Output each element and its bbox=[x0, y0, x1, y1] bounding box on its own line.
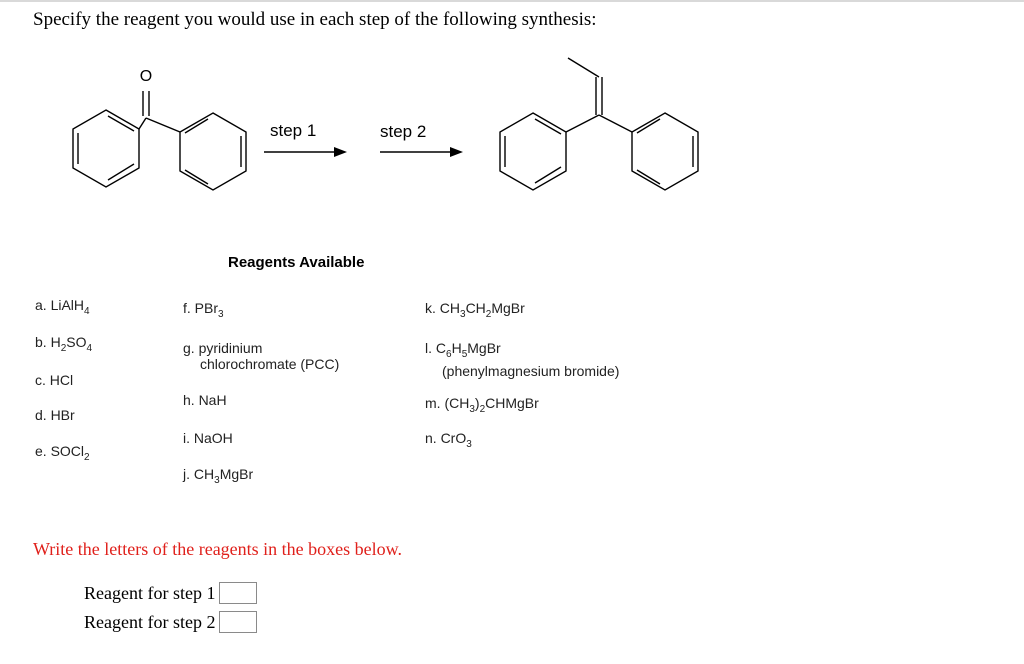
reagent-d: d. HBr bbox=[35, 407, 75, 423]
top-border bbox=[0, 0, 1024, 2]
step2-answer-input[interactable] bbox=[219, 611, 257, 633]
step2-answer-label: Reagent for step 2 bbox=[84, 611, 216, 632]
reagent-g-note: chlorochromate (PCC) bbox=[200, 356, 340, 372]
product-right-ring bbox=[632, 113, 698, 190]
reagents-title: Reagents Available bbox=[228, 254, 365, 271]
step1-answer-input[interactable] bbox=[219, 582, 257, 604]
step1-arrowhead bbox=[334, 147, 347, 157]
reagent-j: j. $CH_3MgBr$ bbox=[183, 466, 254, 486]
reaction-scheme bbox=[0, 55, 1024, 215]
reagent-l-note: (phenylmagnesium bromide) bbox=[442, 362, 620, 379]
reagent-n: n. CrO$_3$ bbox=[425, 430, 472, 450]
reagent-l bbox=[425, 340, 619, 379]
reagent-b: b. $H_2SO_4$ bbox=[35, 334, 93, 354]
reagent-e: e. SOCl$_2$ bbox=[35, 443, 90, 463]
reagent-l-name: l. $C_6H_5MgBr$ bbox=[425, 340, 501, 360]
benzophenone-right-ring bbox=[180, 113, 246, 190]
reagent-a: a. LiAlH$_4$ bbox=[35, 297, 90, 317]
step1-label: step 1 bbox=[270, 121, 317, 140]
step2-arrowhead bbox=[450, 147, 463, 157]
reagent-k: k. $CH_3CH_2MgBr$ bbox=[425, 300, 525, 320]
reagent-g-name: g. pyridinium bbox=[183, 340, 263, 356]
step1-answer-label: Reagent for step 1 bbox=[84, 582, 216, 603]
answer-row-step2 bbox=[84, 609, 257, 635]
carbonyl-oxygen-label: O bbox=[139, 68, 153, 85]
answer-row-step1 bbox=[84, 580, 257, 606]
reagent-c: c. HCl bbox=[35, 372, 74, 388]
reagent-m: m. $(CH_3)_2CHMgBr$ bbox=[425, 395, 539, 415]
reagent-i: i. NaOH bbox=[183, 430, 233, 446]
benzophenone-left-ring bbox=[73, 110, 139, 187]
instructions-text: Write the letters of the reagents in the boxes below. bbox=[33, 539, 402, 559]
step2-label: step 2 bbox=[380, 122, 427, 141]
reagent-g bbox=[183, 340, 339, 372]
reagent-f: f. PBr$_3$ bbox=[183, 300, 224, 320]
reagent-h: h. NaH bbox=[183, 392, 227, 408]
question-text: Specify the reagent you would use in each step of the following synthesis: bbox=[33, 9, 597, 30]
product-left-ring bbox=[500, 113, 566, 190]
